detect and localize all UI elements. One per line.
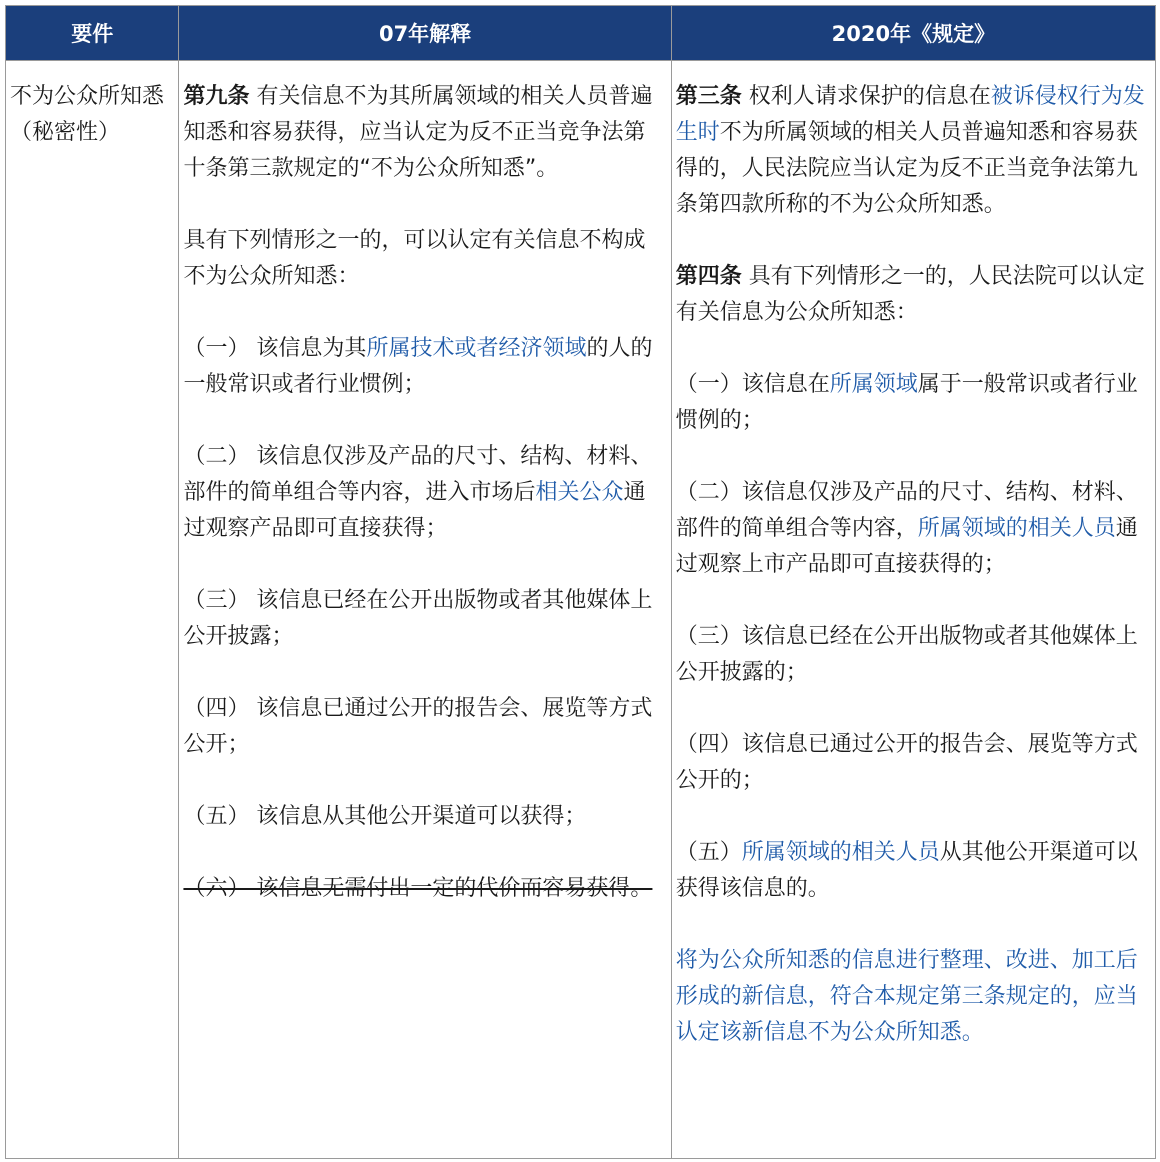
article-9-paragraph <box>183 79 666 187</box>
article-4-title: 第四条 <box>675 264 742 289</box>
article-9-title: 第九条 <box>183 84 250 109</box>
provision-item-2 <box>676 475 1151 583</box>
item-2-post: 通过观察产品即可直接获得； <box>183 480 646 541</box>
provision-item-1-post: 属于一般常识或者行业惯例的； <box>675 372 1138 433</box>
item-2-pre: （二） 该信息仅涉及产品的尺寸、结构、材料、部件的简单组合等内容，进入市场后 <box>183 444 653 505</box>
provision-item-2-pre: （二）该信息仅涉及产品的尺寸、结构、材料、部件的简单组合等内容， <box>675 480 1138 541</box>
exclusion-intro: 具有下列情形之一的，可以认定有关信息不构成不为公众所知悉： <box>183 228 646 289</box>
header-row <box>6 6 1156 61</box>
item-3: （三） 该信息已经在公开出版物或者其他媒体上公开披露； <box>183 588 653 649</box>
item-6-deleted: （六） 该信息无需付出一定的代价而容易获得。 <box>183 876 653 901</box>
provision-item-1-pre: （一）该信息在 <box>675 372 830 397</box>
article-4-paragraph <box>676 259 1151 331</box>
article-3-post: 不为所属领域的相关人员普遍知悉和容易获得的，人民法院应当认定为反不正当竞争法第九条第四款所称的不为公众所知悉。 <box>675 120 1138 217</box>
comparison-table-wrapper <box>5 5 1156 1159</box>
article-3-paragraph <box>676 79 1151 223</box>
item-2 <box>183 439 666 547</box>
comparison-table <box>5 5 1156 1159</box>
provision-item-1-highlight: 所属领域 <box>829 372 918 397</box>
header-element: 要件 <box>6 6 179 61</box>
item-5: （五） 该信息从其他公开渠道可以获得； <box>183 804 587 829</box>
article-4-text: 具有下列情形之一的，人民法院可以认定有关信息为公众所知悉： <box>675 264 1145 325</box>
interpretation-07-cell <box>179 61 671 1159</box>
item-4: （四） 该信息已通过公开的报告会、展览等方式公开； <box>183 696 653 757</box>
header-07-interpretation: 07年解释 <box>179 6 671 61</box>
article-3-highlight: 被诉侵权行为发生时 <box>675 84 1145 145</box>
article-3-pre: 权利人请求保护的信息在 <box>741 84 991 109</box>
provision-item-5-post: 从其他公开渠道可以获得该信息的。 <box>675 840 1138 901</box>
article-3-title: 第三条 <box>675 84 742 109</box>
row-label-cell <box>6 61 179 1159</box>
provision-item-4: （四）该信息已通过公开的报告会、展览等方式公开的； <box>675 732 1138 793</box>
row-label: 不为公众所知悉（秘密性） <box>10 84 165 145</box>
provision-item-5-pre: （五） <box>675 840 742 865</box>
provision-item-5 <box>676 835 1151 907</box>
provision-item-3: （三）该信息已经在公开出版物或者其他媒体上公开披露的； <box>675 624 1138 685</box>
new-information-paragraph: 将为公众所知悉的信息进行整理、改进、加工后形成的新信息，符合本规定第三条规定的，应当认定该新信息不为公众所知悉。 <box>675 948 1138 1045</box>
item-1-post: 的人的一般常识或者行业惯例； <box>183 336 653 397</box>
provision-item-2-highlight: 所属领域的相关人员 <box>917 516 1116 541</box>
item-1 <box>183 331 666 403</box>
header-2020-provisions: 2020年《规定》 <box>671 6 1155 61</box>
provision-item-2-post: 通过观察上市产品即可直接获得的； <box>675 516 1138 577</box>
provisions-2020-cell <box>671 61 1155 1159</box>
item-1-highlight: 所属技术或者经济领域 <box>366 336 587 361</box>
provision-item-5-highlight: 所属领域的相关人员 <box>741 840 940 865</box>
item-1-pre: （一） 该信息为其 <box>183 336 367 361</box>
article-9-text: 有关信息不为其所属领域的相关人员普遍知悉和容易获得，应当认定为反不正当竞争法第十条第三款规定的“不为公众所知悉”。 <box>183 84 653 181</box>
item-2-highlight: 相关公众 <box>535 480 624 505</box>
provision-item-1 <box>676 367 1151 439</box>
table-row <box>6 61 1156 1159</box>
